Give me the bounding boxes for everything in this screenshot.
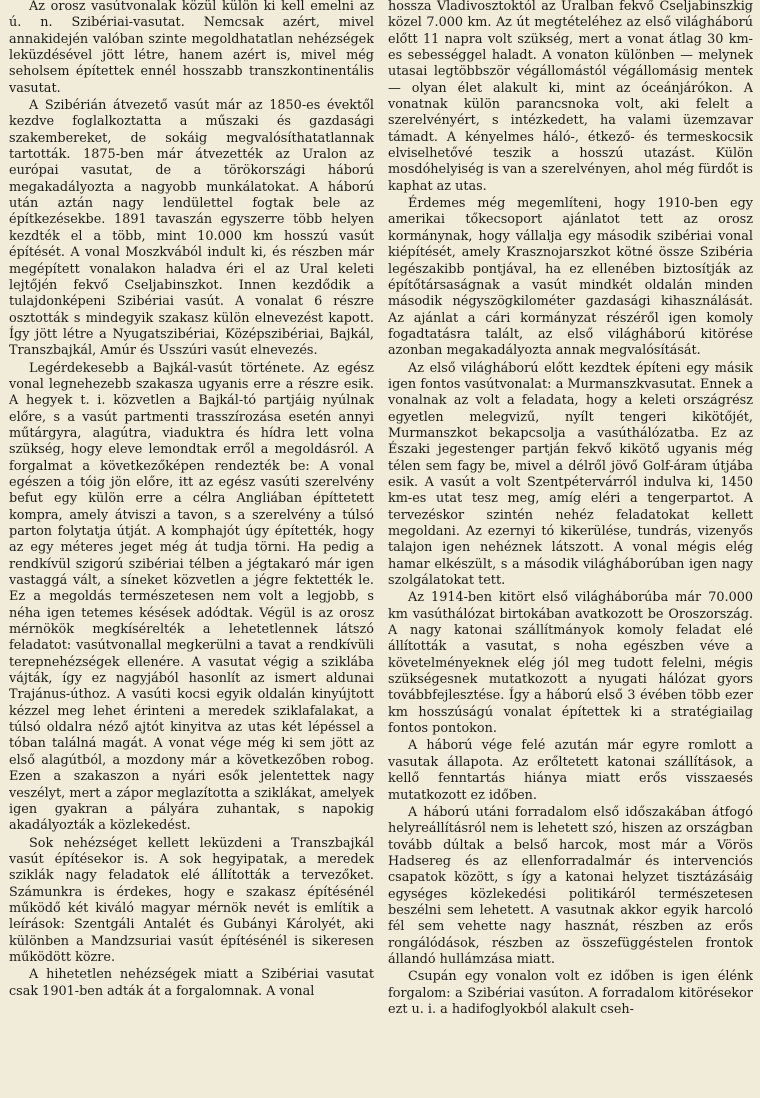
- paragraph: A hihetetlen nehézségek miatt a Szibériai vasutat csak 1901-ben adták át a forgalomnak. A vonal: [9, 967, 374, 999]
- left-column: [9, 0, 374, 1098]
- paragraph: Legérdekesebb a Bajkál-vasút története. Az egész vonal legnehezebb szakasza ugyanis erre a részre esik. A hegyek t. i. közvetlen a Bajkál-tó partjáig nyúlnak előre, s a vasút partmenti trasszírozása esetén annyi műtárgyra, alagútra, viaduktra és hídra lett volna szükség, hogy eleve lemondtak erről a megoldásról. A forgalmat a következőképen rendezték be: A vonal egészen a tóig jön előre, itt az egész vasúti szerelvény befut egy külön erre a célra Angliában építtetett kompra, amely átviszi a tavon, s a szerelvény a túlsó parton folytatja útját. A komphajót úgy építették, hogy az egy méteres jeget még át tudja törni. Ha pedig a rendkívül szigorú szibériai télben a jégtakaró már igen vastaggá vált, a síneket közvetlen a jégre fektették le. Ez a megoldás természetesen nem volt a legjobb, s néha igen tetemes késések adódtak. Végül is az orosz mérnökök megkísérelték a lehetetlennek látszó feladatot: vasútvonallal megkerülni a tavat a rendkívüli terepnehézségek ellenére. A vasutat végig a sziklába vájták, így ez nagyjából hasonlít az ismert aldunai Trajánus-úthoz. A vasúti kocsi egyik oldalán kinyújtott kézzel meg lehet érinteni a meredek sziklafalakat, a túlsó oldalra néző ajtót kinyitva az utas két lépéssel a tóban találná magát. A vonat vége még ki sem jött az első alagútból, a mozdony már a következőben robog. Ezen a szakaszon a nyári esők jelentettek nagy veszélyt, mert a zápor meglazította a sziklákat, amelyek igen gyakran a pályára zuhantak, s napokig akadályozták a közlekedést.: [9, 360, 374, 834]
- paragraph: Az orosz vasútvonalak közül külön ki kell emelni az ú. n. Szibériai-vasutat. Nemcsak azért, mivel annakidején valóban szinte megoldhatatlan nehézségek leküzdésével jött létre, hanem azért is, mivel még seholsem építettek ennél hosszabb transzkontinentális vasutat.: [9, 0, 374, 96]
- paragraph: Az 1914-ben kitört első világháborúba már 70.000 km vasúthálózat birtokában avatkozott be Oroszország. A nagy katonai szállítmányok komoly feladat elé állították a vasutat, s noha egészben véve a követelményeknek elég jól meg tudott felelni, mégis szükségesnek mutatkozott a nyugati hálózat gyors továbbfejlesztése. Így a háború első 3 évében több ezer km hosszúságú vonalat építettek ki a stratégiailag fontos pontokon.: [388, 590, 753, 737]
- paragraph: Csupán egy vonalon volt ez időben is igen élénk forgalom: a Szibériai vasúton. A forradalom kitörésekor ezt u. i. a hadifoglyokból alakult cseh-: [388, 969, 753, 1017]
- right-column: [388, 0, 753, 1098]
- paragraph: Az első világháború előtt kezdtek építeni egy másik igen fontos vasútvonalat: a Murmanszkvasutat. Ennek a vonalnak az volt a feladata, hogy a keleti országrész egyetlen melegvizű, nyílt tengeri kikötőjét, Murmanszkot bekapcsolja a vasúthálózatba. Ez az Északi jegestenger partján fekvő kikötő ugyanis még télen sem fagy be, mivel a délről jövő Golf-áram útjába esik. A vasút a volt Szentpétervárról indulva ki, 1450 km-es utat tesz meg, amíg eléri a tengerpartot. A tervezéskor szintén nehéz feladatokat kellett megoldani. Az ezernyi tó kikerülése, tundrás, vizenyős talajon igen nehéznek látszott. A vonal mégis elég hamar elkészült, s a második világháborúban igen nagy szolgálatokat tett.: [388, 360, 753, 589]
- paragraph: Érdemes még megemlíteni, hogy 1910-ben egy amerikai tőkecsoport ajánlatot tett az orosz kormánynak, hogy vállalja egy második szibériai vonal kiépítését, amely Krasznojarszkot kötné össze Szibéria legészakibb pontjával, ha ez ellenében biztosítják az építőtársaságnak a vasút mindkét oldalán minden második négyszögkilométer gazdasági kihasználását. Az ajánlat a cári kormányzat részéről igen komoly fogadtatásra talált, az első világháború kitörése azonban megakadályozta annak megvalósítását.: [388, 196, 753, 359]
- paragraph: A háború utáni forradalom első időszakában átfogó helyreállításról nem is lehetett szó, hiszen az országban tovább dúltak a belső harcok, most már a Vörös Hadsereg és az ellenforradalmár és intervenciós csapatok között, s így a katonai helyzet tisztázásáig egységes közlekedési politikáról természetesen beszélni sem lehetett. A vasutnak akkor egyik harcoló fél sem vehette nagy hasznát, részben az erős rongálódások, részben az összefüggéstelen frontok állandó hullámzása miatt.: [388, 804, 753, 967]
- paragraph: A háború vége felé azután már egyre romlott a vasutak állapota. Az erőltetett katonai szállítások, a kellő fenntartás hiánya miatt erős visszaesés mutatkozott ez időben.: [388, 738, 753, 803]
- paragraph-continued: hossza Vladivosztoktól az Uralban fekvő Cseljabinszkig közel 7.000 km. Az út megtételéhez az első világháború előtt 11 napra volt szükség, mert a vonat átlag 30 km-es sebességgel haladt. A vonaton különben — melynek utasai legtöbbször végállomástól végállomásig mentek — olyan élet alakult ki, mint az óceánjárókon. A vonatnak külön parancsnoka volt, aki felelt a szerelvényért, s intézkedett, ha valami üzemzavar támadt. A kényelmes háló-, étkező- és termeskocsik elviselhetővé teszik a hosszú utazást. Külön mosdóhelyiség is van a szerelvényen, ahol még fürdőt is kaphat az utas.: [388, 0, 753, 194]
- paragraph: Sok nehézséget kellett leküzdeni a Transzbajkál vasút építésekor is. A sok hegyipatak, a meredek sziklák nagy feladatok elé állították a tervezőket. Számunkra is érdekes, hogy e szakasz építésénél működő két kiváló magyar mérnök nevét is említik a leírások: Szentgáli Antalét és Gubányi Károlyét, aki különben a Mandzsuriai vasút építésénél is sikeresen működött közre.: [9, 835, 374, 965]
- paragraph: A Szibérián átvezető vasút már az 1850-es évektől kezdve foglalkoztatta a műszaki és gazdasági szakembereket, de sokáig megvalósíthatatlannak tartották. 1875-ben már átvezették az Uralon az európai vasutat, de a törökországi háború megakadályozta a nagyobb munkálatokat. A háború után aztán nagy lendülettel fogtak bele az építkezésekbe. 1891 tavaszán egyszerre több helyen kezdték el a több, mint 10.000 km hosszú vasút építését. A vonal Moszkvából indult ki, és részben már megépített vonalakon haladva éri el az Ural keleti lejtőjén fekvő Cseljabinszkot. Innen kezdődik a tulajdonképeni Szibériai vasút. A vonalat 6 részre osztották s mindegyik szakasz külön elnevezést kapott. Így jött létre a Nyugatszibériai, Középszibériai, Bajkál, Transzbajkál, Amúr és Usszúri vasút elnevezés.: [9, 98, 374, 359]
